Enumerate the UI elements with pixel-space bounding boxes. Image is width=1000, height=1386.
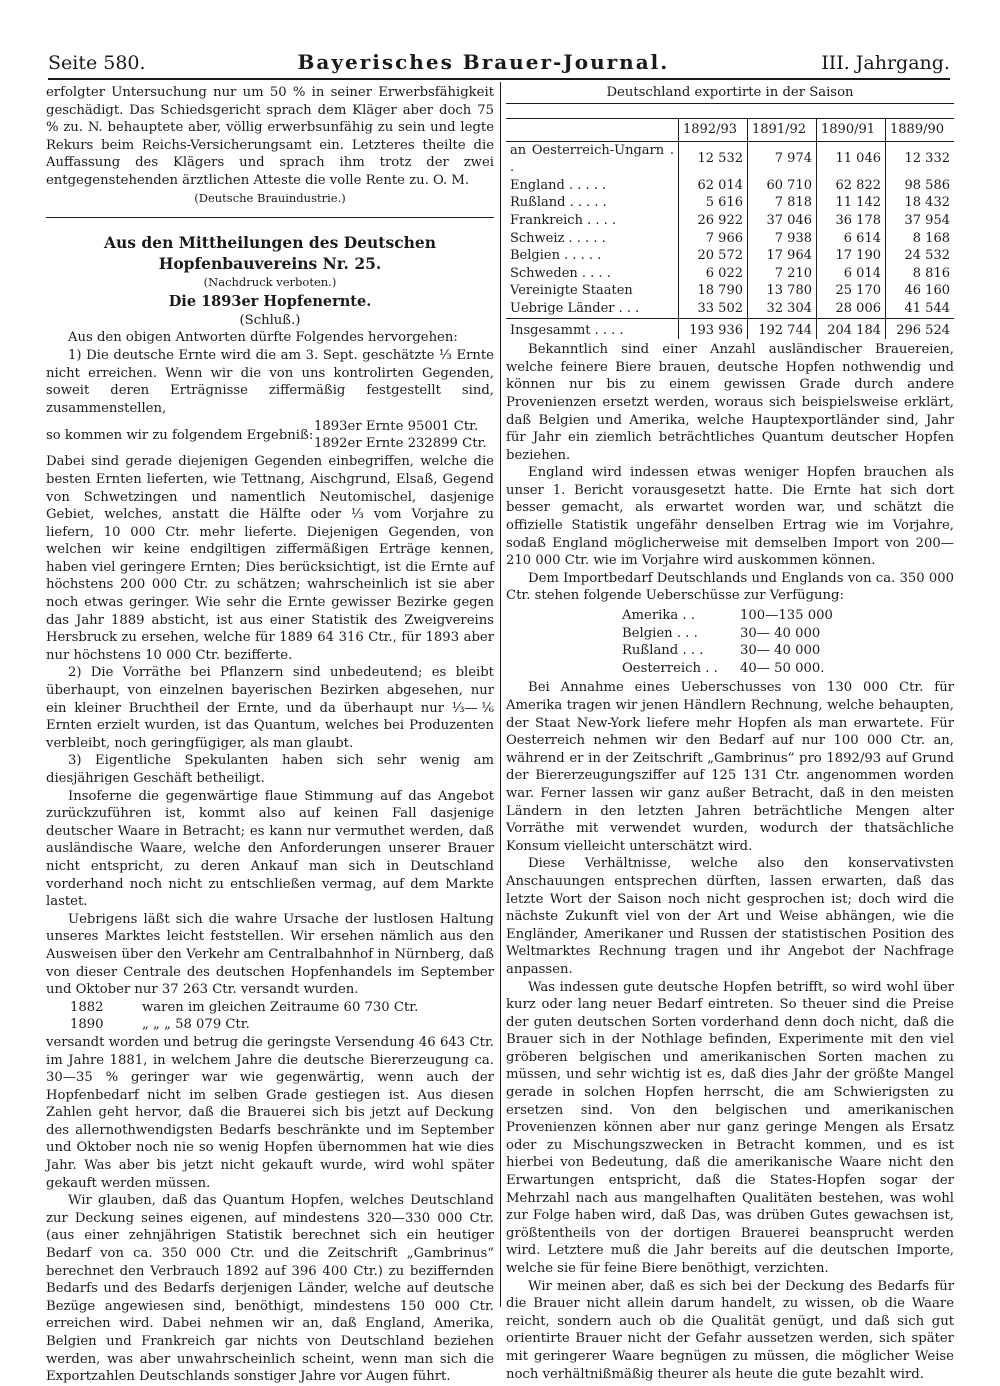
section-title: Aus den Mittheilungen des Deutschen Hopfenbauvereins Nr. 25.	[46, 217, 494, 274]
volume-label: III. Jahrgang.	[821, 52, 950, 74]
table-header-row	[506, 118, 954, 141]
table-cell-value: 7 210	[748, 265, 817, 283]
surplus-amount: 30— 40 000	[740, 643, 821, 659]
table-row	[506, 230, 954, 248]
table-cell-country: Frankreich . . . .	[510, 212, 617, 228]
paragraph: Wir meinen aber, daß es sich bei der Deckung des Bedarfs für die Brauer nicht allein darum handelt, zu wissen, ob die Waare reicht, sondern auch ob die Qualität genügt, und daß sich gut orientirte Brauer nicht der Gefahr aussetzen werden, sich später mit geringerer Waare begnügen zu müssen, die möglicher Weise noch verhältnißmäßig theurer als heute die gute bezahlt wird.	[506, 1278, 954, 1382]
intro-paragraph: erfolgter Untersuchung nur um 50 % in seiner Erwerbsfähigkeit geschädigt. Das Schiedsgericht sprach dem Kläger aber doch 75 % zu. N. behauptete aber, völlig erwerbsunfähig zu sein und legte Rekurs beim Reichs-Versicherungsamt ein. Letzteres theilte die Auffassung des Klägers und sprach ihm trotz der zwei entgegenstehenden ärztlichen Atteste die volle Rente zu. O. M.	[46, 85, 494, 188]
table-cell-value: 11 046	[817, 141, 886, 177]
table-cell-country: Schweiz . . . . .	[510, 230, 606, 246]
table-cell-value: 20 572	[679, 247, 748, 265]
table-cell-value: 17 190	[817, 247, 886, 265]
table-cell-value: 37 046	[748, 212, 817, 230]
surplus-country: Amerika . .	[622, 608, 695, 624]
figure-year: 1882	[70, 999, 104, 1015]
table-cell-country: Vereinigte Staaten	[510, 283, 633, 299]
table-cell-value: 204 184	[817, 318, 886, 339]
table-cell-value: 8 816	[886, 265, 955, 283]
table-row	[506, 194, 954, 212]
table-cell-value: 6 022	[679, 265, 748, 283]
table-cell-country: Uebrige Länder . . .	[510, 300, 640, 316]
table-cell-value: 13 780	[748, 282, 817, 300]
table-cell-value: 18 790	[679, 282, 748, 300]
table-row	[506, 247, 954, 265]
left-column	[46, 84, 494, 1386]
paragraph: Dem Importbedarf Deutschlands und Englands von ca. 350 000 Ctr. stehen folgende Ueberschüsse zur Verfügung:	[506, 570, 954, 604]
export-table-caption: Deutschland exportirte in der Saison	[506, 84, 954, 104]
surplus-country: Belgien . . .	[622, 625, 698, 641]
harvest-result	[46, 418, 494, 452]
surplus-item	[506, 625, 954, 643]
surplus-amount: 40— 50 000.	[740, 660, 825, 676]
table-cell-value: 5 616	[679, 194, 748, 212]
table-cell-value: 193 936	[679, 318, 748, 339]
table-header-year: 1892/93	[679, 118, 748, 141]
table-cell-value: 41 544	[886, 300, 955, 318]
result-1893: 1893er Ernte 95001 Ctr.	[314, 419, 479, 435]
table-cell-country: Rußland . . . . .	[510, 195, 607, 211]
surplus-item	[506, 660, 954, 678]
paragraph: Was indessen gute deutsche Hopfen betrifft, so wird wohl über kurz oder lang neuer Bedarf eintreten. So theuer sind die Preise der guten deutschen Sorten vorderhand denn doch nicht, daß die Brauer sich in der Nothlage befinden, Experimente mit den viel gröberen belgischen und amerikanischen Sorten machen zu müssen, und sehr wichtig ist es, daß dies Jahr der größte Mangel gerade in solchen Hopfen herrscht, die am Schwierigsten zu ersetzen sind. Von den belgischen und amerikanischen Provenienzen können aber nur ganz geringe Mengen als Ersatz oder zu Mischungszwecken in Betracht kommen, und es ist hierbei von Bedeutung, daß die amerikanische Waare nicht den Erwartungen entspricht, daß die States-Hopfen sogar der Mehrzahl nach aus mangelhaften Qualitäten bestehen, was wohl zur Folge haben wird, daß Das, was drüben Gutes gewachsen ist, größtentheils von der dortigen Brauerei beansprucht werden wird. Letztere muß die Jahr bereits auf die deutschen Importe, welche sie für feine Biere benöthigt, verzichten.	[506, 979, 954, 1276]
surplus-amount: 100—135 000	[740, 608, 833, 624]
shipment-figure	[46, 1016, 494, 1034]
table-cell-value: 62 822	[817, 177, 886, 195]
source-credit: (Deutsche Brauindustrie.)	[194, 190, 346, 205]
table-cell-value: 24 532	[886, 247, 955, 265]
table-row	[506, 212, 954, 230]
table-cell-value: 296 524	[886, 318, 955, 339]
table-cell-value: 36 178	[817, 212, 886, 230]
table-cell-value: 7 966	[679, 230, 748, 248]
surplus-item	[506, 607, 954, 625]
table-cell-country: Belgien . . . . .	[510, 248, 602, 264]
table-cell-value: 60 710	[748, 177, 817, 195]
table-row	[506, 177, 954, 195]
table-cell-country: Schweden . . . .	[510, 265, 611, 281]
export-table	[506, 118, 954, 340]
figure-text: „ „ „ 58 079 Ctr.	[142, 1017, 250, 1033]
table-header-year: 1891/92	[748, 118, 817, 141]
journal-title: Bayerisches Brauer-Journal.	[297, 50, 670, 74]
paragraph: Diese Verhältnisse, welche also den konservativsten Anschauungen entsprechen dürften, lassen erwarten, daß das letzte Wort der Saison noch nicht gesprochen ist; doch wird die nächste Zukunft viel von der Art und Weise abhängen, wie die Engländer, Amerikaner und Russen der statistischen Position des Weltmarktes Rechnung tragen und ihr Angebot der Nachfrage anpassen.	[506, 856, 954, 977]
table-cell-value: 6 614	[817, 230, 886, 248]
export-table-body	[506, 141, 954, 339]
paragraph: versandt worden und betrug die geringste Versendung 46 643 Ctr. im Jahre 1881, in welchem Jahre die deutsche Biererzeugung ca. 30—35 % geringer war wie gegenwärtig, wenn auch der Hopfenbedarf nicht im selben Grade gestiegen ist. Aus diesen Zahlen geht hervor, daß die Brauerei sich bis jetzt auf Deckung des allernothwendigsten Bedarfs beschränkte und im September und Oktober noch nie so wenig Hopfen übernommen hat wie dies Jahr. Was aber bis jetzt nicht gekauft wurde, wird wohl später gekauft werden müssen.	[46, 1034, 494, 1191]
article-part: (Schluß.)	[239, 312, 301, 328]
table-total-row	[506, 318, 954, 339]
table-header-year: 1890/91	[817, 118, 886, 141]
table-cell-value: 18 432	[886, 194, 955, 212]
paragraph: 3) Eigentliche Spekulanten haben sich sehr wenig am diesjährigen Geschäft betheiligt.	[46, 753, 494, 786]
figure-text: waren im gleichen Zeitraume 60 730 Ctr.	[142, 999, 419, 1015]
table-cell-value: 28 006	[817, 300, 886, 318]
surplus-item	[506, 642, 954, 660]
table-cell-value: 12 332	[886, 141, 955, 177]
paragraph: Bei Annahme eines Ueberschusses von 130 000 Ctr. für Amerika tragen wir jenen Händlern Rechnung, welche behaupten, der Staat New-York liefere mehr Hopfen als man erwartete. Für Oesterreich nehmen wir den Bedarf auf nur 100 000 Ctr. an, während er in der Zeitschrift „Gambrinus“ pro 1892/93 auf Grund der Biererzeugungsziffer auf 125 131 Ctr. angenommen worden war. Ferner lassen wir ganz außer Betracht, daß in den meisten Ländern in den letzten Jahren beträchtliche Mengen alter Vorräthe mit verwendet wurden, wodurch der thatsächliche Konsum vielleicht unterschätzt wird.	[506, 680, 954, 854]
surplus-country: Rußland . . .	[622, 643, 704, 659]
table-cell-value: 25 170	[817, 282, 886, 300]
table-cell-value: 17 964	[748, 247, 817, 265]
paragraph: England wird indessen etwas weniger Hopfen brauchen als unser 1. Bericht vorausgesetzt hatte. Die Ernte hat sich dort besser gemacht, als erwartet worden war, und schätzt die offizielle Statistik ungefähr denselben Ertrag wie im Vorjahre, sodaß England möglicherweise mit demselben Import von 200—210 000 Ctr. wie im Vorjahre wird auskommen können.	[506, 465, 954, 569]
result-1892: 1892er Ernte 232899 Ctr.	[314, 436, 487, 452]
result-values	[314, 418, 494, 452]
table-cell-value: 8 168	[886, 230, 955, 248]
table-cell-value: 7 818	[748, 194, 817, 212]
table-cell-value: 7 938	[748, 230, 817, 248]
surplus-list	[506, 607, 954, 677]
right-column	[506, 84, 954, 1383]
table-row	[506, 141, 954, 177]
figure-year: 1890	[70, 1017, 104, 1033]
table-cell-value: 6 014	[817, 265, 886, 283]
paragraph: Uebrigens läßt sich die wahre Ursache der lustlosen Haltung unseres Marktes leicht feststellen. Wir ersehen nämlich aus den Ausweisen über den Verkehr am Centralbahnhof in Nürnberg, daß von dieser Centrale des deutschen Hopfenhandels im September und Oktober nur 37 263 Ctr. versandt wurden.	[46, 911, 494, 998]
table-cell-value: 33 502	[679, 300, 748, 318]
table-cell-value: 46 160	[886, 282, 955, 300]
page-number: Seite 580.	[48, 52, 146, 74]
table-cell-country: Insgesammt . . . .	[506, 318, 679, 339]
paragraph: Aus den obigen Antworten dürfte Folgendes hervorgehen:	[68, 330, 458, 346]
table-cell-value: 26 922	[679, 212, 748, 230]
result-label: so kommen wir zu folgendem Ergebniß:	[46, 427, 314, 443]
table-cell-value: 192 744	[748, 318, 817, 339]
shipment-figure	[46, 999, 494, 1017]
paragraph: Bekanntlich sind einer Anzahl ausländischer Brauereien, welche feinere Biere brauen, deutsche Hopfen nothwendig und können nur bis zu einem gewissen Grade durch andere Provenienzen ersetzt werden, woraus sich beispielsweise erklärt, daß Belgien und Amerika, welche Hauptexportländer sind, Jahr für Jahr ein ziemlich beträchtliches Quantum deutscher Hopfen beziehen.	[506, 342, 954, 463]
table-header-blank	[506, 118, 679, 141]
table-row	[506, 300, 954, 318]
surplus-country: Oesterreich . .	[622, 660, 718, 676]
table-header-year: 1889/90	[886, 118, 955, 141]
paragraph: 2) Die Vorräthe bei Pflanzern sind unbedeutend; es bleibt überhaupt, von einzelnen bayerischen Bezirken abgesehen, nur ein kleiner Bruchtheil der Ernte, und da überhaupt nur ⅓—⅙ Ernten erzielt wurden, ist das Quantum, welches bei Produzenten verbleibt, noch geringfügiger, als man glaubt.	[46, 665, 494, 751]
table-cell-country: England . . . . .	[510, 177, 607, 193]
column-divider	[500, 82, 501, 1307]
surplus-amount: 30— 40 000	[740, 625, 821, 641]
table-cell-value: 32 304	[748, 300, 817, 318]
paragraph: Dabei sind gerade diejenigen Gegenden einbegriffen, welche die besten Ernten lieferten, wie Tettnang, Aischgrund, Elsaß, Gegend von Schwetzingen und namentlich Neutomischel, dasjenige Gebiet, welches, anstatt die Hälfte oder ⅓ vom Vorjahre zu liefern, 10 000 Ctr. mehr lieferte. Diejenigen Gegenden, von welchen wir keine endgiltigen ziffermäßigen Erträge kennen, haben viel geringere Ernten; Dies berücksichtigt, ist die Ernte auf höchstens 200 000 Ctr. zu schätzen; wahrscheinlich ist sie aber noch etwas geringer. Wie sehr die Ernte gewisser Bezirke gegen das Jahr 1889 absticht, ist aus einer Statistik des Zweigvereins Hersbruck zu ersehen, welche für 1889 64 316 Ctr., für 1893 aber nur höchstens 10 000 Ctr. bezifferte.	[46, 454, 494, 663]
table-cell-value: 37 954	[886, 212, 955, 230]
paragraph: 1) Die deutsche Ernte wird die am 3. Sept. geschätzte ⅓ Ernte nicht erreichen. Wenn wir die von uns kontrolirten Gegenden, soweit deren Erträgnisse ziffermäßig festgestellt sind, zusammenstellen,	[46, 347, 494, 416]
table-row	[506, 265, 954, 283]
reprint-note: (Nachdruck verboten.)	[203, 275, 337, 290]
table-cell-value: 12 532	[679, 141, 748, 177]
article-title: Die 1893er Hopfenernte.	[168, 292, 372, 310]
table-cell-value: 98 586	[886, 177, 955, 195]
page-header	[48, 44, 950, 80]
paragraph: Wir glauben, daß das Quantum Hopfen, welches Deutschland zur Deckung seines eigenen, auf mindestens 320—330 000 Ctr. (aus einer zehnjährigen Statistik berechnet sich ein heutiger Bedarf von ca. 350 000 Ctr. und die Zeitschrift „Gambrinus“ berechnet den Verbrauch 1892 auf 396 400 Ctr.) zu beziffernden Bedarfs und des Bedarfs derjenigen Länder, welche auf deutsche Bezüge angewiesen sind, benöthigt, mindestens 150 000 Ctr. erreichen wird. Dabei nehmen wir an, daß England, Amerika, Belgien und Frankreich gar nichts von Deutschland beziehen werden, was aber unwahrscheinlich scheint, wenn man sich die Exportzahlen Deutschlands sonstiger Jahre vor Augen führt.	[46, 1193, 494, 1385]
table-cell-value: 11 142	[817, 194, 886, 212]
table-cell-country: an Oesterreich-Ungarn . .	[510, 142, 674, 176]
table-row	[506, 282, 954, 300]
table-cell-value: 62 014	[679, 177, 748, 195]
paragraph: Insoferne die gegenwärtige flaue Stimmung auf das Angebot zurückzuführen ist, kommt also auf keinen Fall dasjenige deutscher Waare in Betracht; es kann nur vermuthet werden, daß ausländische Waare, welche den Anforderungen unserer Brauer nicht entspricht, zu deren Ankauf man sich in Deutschland vorderhand noch nicht zu entschließen vermag, auf dem Markte lastet.	[46, 788, 494, 910]
table-cell-value: 7 974	[748, 141, 817, 177]
